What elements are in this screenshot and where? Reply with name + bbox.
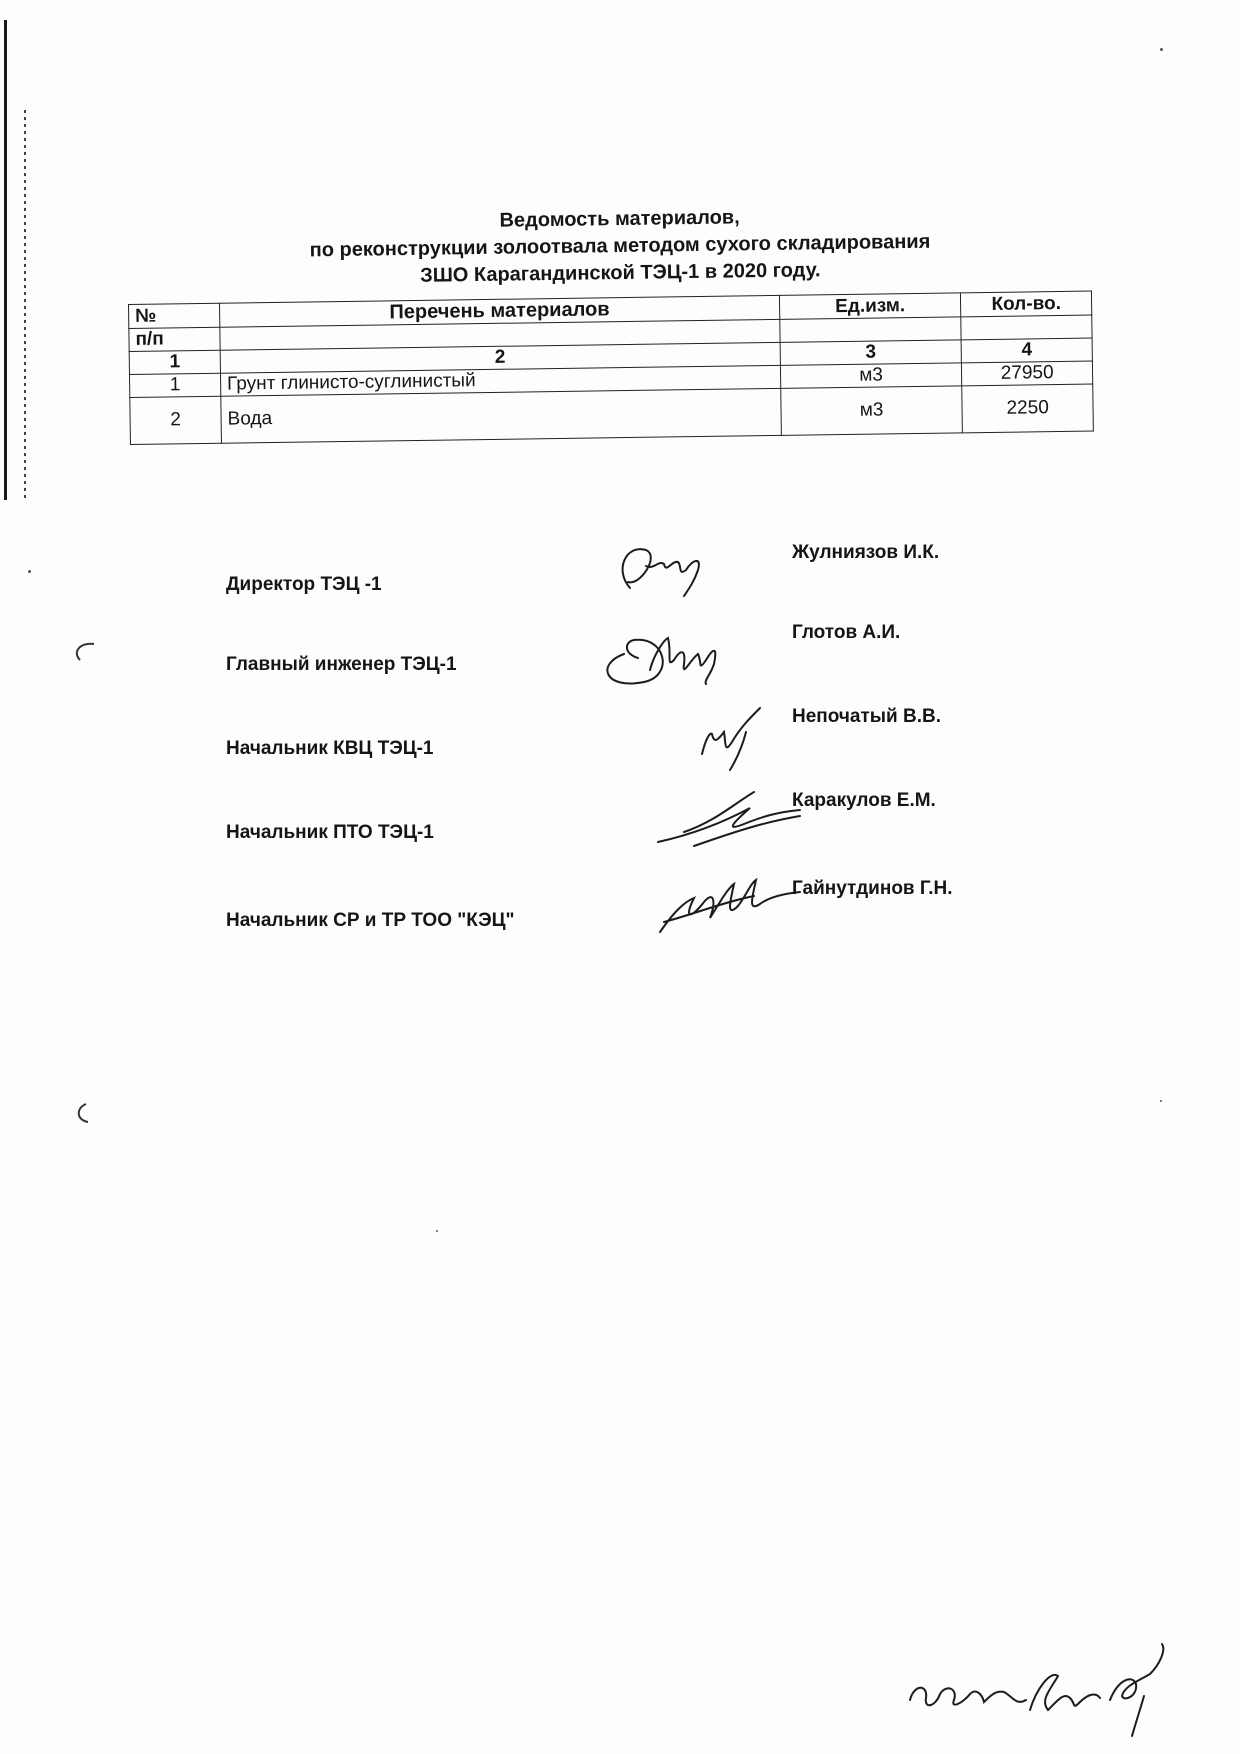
header-name: Перечень материалов [219,295,779,327]
hole-punch-mark [66,1096,106,1136]
col-number-4: 4 [961,338,1092,363]
row-unit: м3 [781,386,963,436]
signatory-name: Жулниязов И.К. [792,542,940,563]
handwritten-corner-signature [900,1640,1200,1740]
header-unit: Ед.изм. [779,293,961,320]
signatory-name: Непочатый В.В. [792,706,941,727]
header-num: № [129,303,220,328]
signatory-position: Начальник КВЦ ТЭЦ-1 [226,738,434,759]
handwritten-signature [594,614,744,694]
signatory-name: Гайнутдинов Г.Н. [792,878,953,899]
signatory-position: Начальник СР и ТР ТОО "КЭЦ" [226,910,515,931]
col-number-3: 3 [780,340,962,366]
signatory-name: Каракулов Е.М. [792,790,936,811]
signatory-name: Глотов А.И. [792,622,901,643]
col-number-2: 2 [220,342,780,373]
row-num: 1 [129,373,220,397]
title-line-2: по реконструкции золоотвала методом сухого складирования [309,230,931,262]
handwritten-signature [694,704,774,774]
signature-row-sr-tr-head [0,866,1240,946]
signature-row-chief-engineer [0,610,1240,690]
row-qty: 27950 [962,361,1093,386]
title-line-1: Ведомость материалов, [499,206,740,232]
handwritten-signature [606,530,716,600]
scan-speck [1160,1100,1162,1102]
col-number-1: 1 [129,350,220,374]
signatory-position: Главный инженер ТЭЦ-1 [226,654,457,675]
header-qty: Кол-во. [961,291,1092,317]
row-unit: м3 [780,363,962,389]
handwritten-signature [654,862,804,942]
handwritten-signature [654,782,804,852]
signature-row-director [0,530,1240,610]
header-num-2: п/п [129,327,220,351]
row-qty: 2250 [962,384,1093,433]
row-num: 2 [130,396,222,444]
scan-speck [436,1230,438,1232]
signatory-position: Директор ТЭЦ -1 [226,574,382,595]
signature-row-kvc-head [0,694,1240,774]
signature-row-pto-head [0,778,1240,858]
title-line-3: ЗШО Карагандинской ТЭЦ-1 в 2020 году. [420,259,821,287]
row-material: Вода [221,388,781,443]
signatory-position: Начальник ПТО ТЭЦ-1 [226,822,434,843]
row-material: Грунт глинисто-суглинистый [220,365,780,396]
